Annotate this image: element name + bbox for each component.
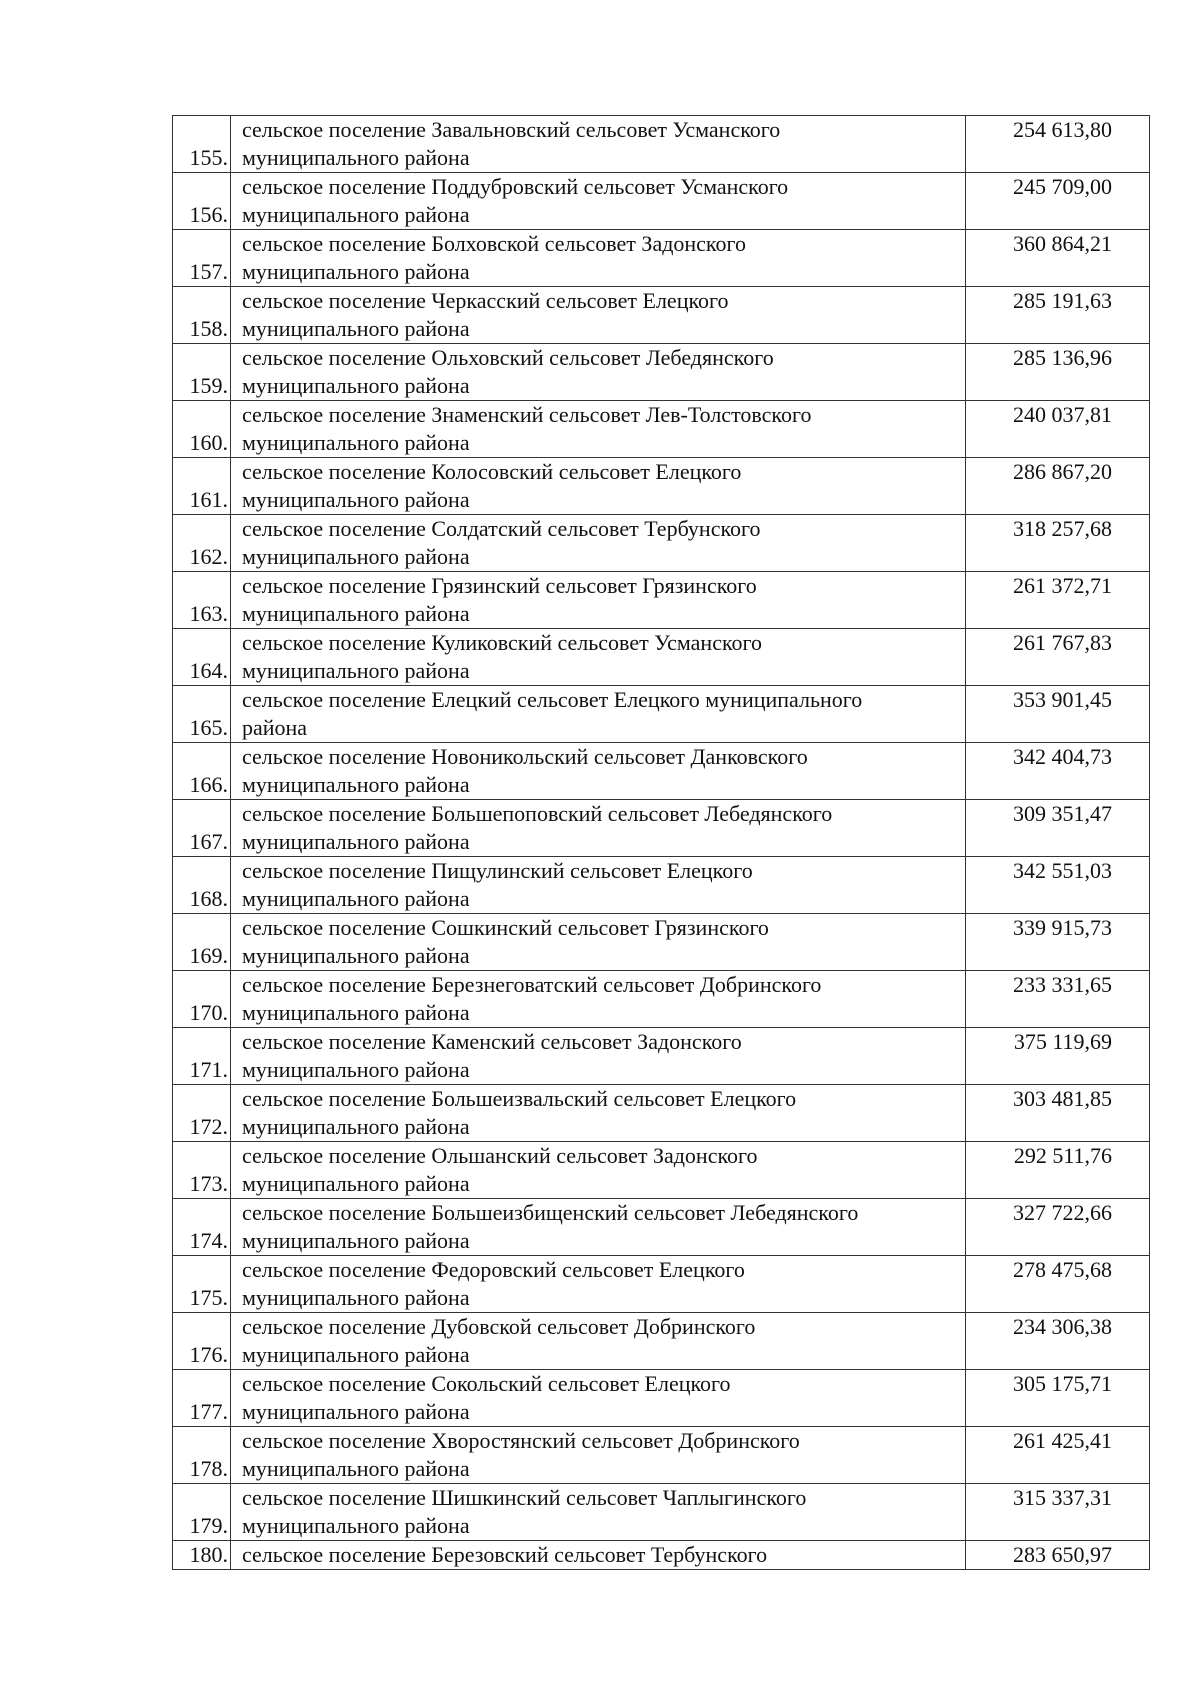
settlement-name-line-1: сельское поселение Болховской сельсовет Задонского — [242, 231, 746, 256]
settlement-name — [231, 1484, 966, 1541]
row-number: 159. — [173, 344, 231, 401]
settlement-name-line-2: муниципального района — [242, 943, 470, 968]
settlement-name-line-2: муниципального района — [242, 487, 470, 512]
settlement-name-line-2: муниципального района — [242, 772, 470, 797]
settlement-name-line-1: сельское поселение Дубовской сельсовет Добринского — [242, 1314, 756, 1339]
table-row — [173, 1541, 1150, 1570]
settlement-name — [231, 1085, 966, 1142]
table-row — [173, 1142, 1150, 1199]
settlement-name-line-1: сельское поселение Большеизбищенский сельсовет Лебедянского — [242, 1200, 859, 1225]
settlement-name — [231, 458, 966, 515]
table-row — [173, 515, 1150, 572]
table-row — [173, 1313, 1150, 1370]
settlement-name-line-2: муниципального района — [242, 658, 470, 683]
table-row — [173, 971, 1150, 1028]
settlement-name — [231, 1256, 966, 1313]
table-row — [173, 1028, 1150, 1085]
table-row — [173, 401, 1150, 458]
settlement-name-line-2: муниципального района — [242, 430, 470, 455]
settlement-name-line-1: сельское поселение Федоровский сельсовет Елецкого — [242, 1257, 745, 1282]
amount-value: 342 551,03 — [966, 857, 1150, 914]
settlement-name-line-2: муниципального района — [242, 829, 470, 854]
settlement-name-line-1: сельское поселение Хворостянский сельсовет Добринского — [242, 1428, 800, 1453]
row-number: 173. — [173, 1142, 231, 1199]
amount-value: 342 404,73 — [966, 743, 1150, 800]
table-row — [173, 629, 1150, 686]
amount-value: 261 425,41 — [966, 1427, 1150, 1484]
settlement-name-line-1: сельское поселение Березнеговатский сельсовет Добринского — [242, 972, 822, 997]
settlement-name-line-1: сельское поселение Новоникольский сельсовет Данковского — [242, 744, 808, 769]
settlement-name-line-2: муниципального района — [242, 1228, 470, 1253]
amount-value: 315 337,31 — [966, 1484, 1150, 1541]
amount-value: 261 767,83 — [966, 629, 1150, 686]
row-number: 172. — [173, 1085, 231, 1142]
settlement-name-line-2: муниципального района — [242, 316, 470, 341]
settlement-name-line-1: сельское поселение Колосовский сельсовет Елецкого — [242, 459, 742, 484]
settlement-name-line-2: муниципального района — [242, 1513, 470, 1538]
amount-value: 285 136,96 — [966, 344, 1150, 401]
settlement-name-line-2: муниципального района — [242, 1456, 470, 1481]
settlement-name-line-1: сельское поселение Знаменский сельсовет Лев-Толстовского — [242, 402, 812, 427]
amount-value: 240 037,81 — [966, 401, 1150, 458]
settlement-name — [231, 914, 966, 971]
settlement-name — [231, 1313, 966, 1370]
settlement-name-line-2: муниципального района — [242, 601, 470, 626]
amount-value: 233 331,65 — [966, 971, 1150, 1028]
settlement-name-line-2: муниципального района — [242, 886, 470, 911]
row-number: 171. — [173, 1028, 231, 1085]
settlement-name — [231, 1028, 966, 1085]
amount-value: 305 175,71 — [966, 1370, 1150, 1427]
table-row — [173, 1256, 1150, 1313]
settlement-name-line-2: муниципального района — [242, 544, 470, 569]
settlement-name-line-1: сельское поселение Куликовский сельсовет Усманского — [242, 630, 763, 655]
amount-value: 360 864,21 — [966, 230, 1150, 287]
row-number: 174. — [173, 1199, 231, 1256]
settlement-name-line-2: муниципального района — [242, 202, 470, 227]
settlement-name-line-2: района — [242, 715, 308, 740]
row-number: 156. — [173, 173, 231, 230]
amount-value: 234 306,38 — [966, 1313, 1150, 1370]
settlement-name-line-2: муниципального района — [242, 1000, 470, 1025]
table-row — [173, 287, 1150, 344]
settlement-name — [231, 1541, 966, 1570]
settlement-name — [231, 344, 966, 401]
row-number: 166. — [173, 743, 231, 800]
row-number: 158. — [173, 287, 231, 344]
settlement-name — [231, 515, 966, 572]
settlement-name-line-2: муниципального района — [242, 259, 470, 284]
row-number: 155. — [173, 116, 231, 173]
row-number: 157. — [173, 230, 231, 287]
settlement-name-line-1: сельское поселение Завальновский сельсовет Усманского — [242, 117, 781, 142]
amount-value: 254 613,80 — [966, 116, 1150, 173]
settlement-name — [231, 116, 966, 173]
row-number: 175. — [173, 1256, 231, 1313]
row-number: 168. — [173, 857, 231, 914]
settlement-name-line-1: сельское поселение Солдатский сельсовет Тербунского — [242, 516, 761, 541]
table-row — [173, 173, 1150, 230]
settlement-name-line-1: сельское поселение Большепоповский сельсовет Лебедянского — [242, 801, 833, 826]
row-number: 179. — [173, 1484, 231, 1541]
settlement-name — [231, 230, 966, 287]
table-row — [173, 344, 1150, 401]
settlement-name — [231, 173, 966, 230]
settlements-table — [172, 115, 1150, 1570]
table-row — [173, 1199, 1150, 1256]
amount-value: 318 257,68 — [966, 515, 1150, 572]
settlement-name-line-2: муниципального района — [242, 1342, 470, 1367]
amount-value: 285 191,63 — [966, 287, 1150, 344]
settlement-name-line-1: сельское поселение Черкасский сельсовет Елецкого — [242, 288, 729, 313]
table-row — [173, 572, 1150, 629]
row-number: 180. — [173, 1541, 231, 1570]
settlement-name — [231, 1142, 966, 1199]
settlement-name-line-1: сельское поселение Шишкинский сельсовет Чаплыгинского — [242, 1485, 807, 1510]
settlement-name-line-2: муниципального района — [242, 1114, 470, 1139]
settlement-name-line-1: сельское поселение Елецкий сельсовет Елецкого муниципального — [242, 687, 863, 712]
amount-value: 286 867,20 — [966, 458, 1150, 515]
row-number: 178. — [173, 1427, 231, 1484]
row-number: 165. — [173, 686, 231, 743]
settlement-name — [231, 287, 966, 344]
settlement-name — [231, 629, 966, 686]
table-row — [173, 800, 1150, 857]
row-number: 163. — [173, 572, 231, 629]
settlement-name-line-1: сельское поселение Березовский сельсовет Тербунского — [242, 1542, 768, 1567]
row-number: 164. — [173, 629, 231, 686]
settlement-name-line-1: сельское поселение Пищулинский сельсовет Елецкого — [242, 858, 753, 883]
row-number: 162. — [173, 515, 231, 572]
amount-value: 339 915,73 — [966, 914, 1150, 971]
table-row — [173, 857, 1150, 914]
amount-value: 292 511,76 — [966, 1142, 1150, 1199]
table-row — [173, 1085, 1150, 1142]
table-row — [173, 116, 1150, 173]
table-row — [173, 230, 1150, 287]
amount-value: 375 119,69 — [966, 1028, 1150, 1085]
settlement-name — [231, 1199, 966, 1256]
table-row — [173, 743, 1150, 800]
settlement-name — [231, 401, 966, 458]
table-row — [173, 1484, 1150, 1541]
settlement-name-line-1: сельское поселение Поддубровский сельсовет Усманского — [242, 174, 789, 199]
row-number: 169. — [173, 914, 231, 971]
amount-value: 261 372,71 — [966, 572, 1150, 629]
table-row — [173, 1370, 1150, 1427]
settlement-name — [231, 1427, 966, 1484]
table-row — [173, 458, 1150, 515]
settlement-name-line-1: сельское поселение Грязинский сельсовет Грязинского — [242, 573, 757, 598]
settlement-name-line-2: муниципального района — [242, 1171, 470, 1196]
settlement-name-line-2: муниципального района — [242, 1285, 470, 1310]
table-row — [173, 1427, 1150, 1484]
settlement-name — [231, 743, 966, 800]
settlement-name — [231, 572, 966, 629]
amount-value: 309 351,47 — [966, 800, 1150, 857]
row-number: 170. — [173, 971, 231, 1028]
table-row — [173, 914, 1150, 971]
row-number: 167. — [173, 800, 231, 857]
settlement-name-line-1: сельское поселение Каменский сельсовет Задонского — [242, 1029, 742, 1054]
row-number: 161. — [173, 458, 231, 515]
amount-value: 303 481,85 — [966, 1085, 1150, 1142]
row-number: 176. — [173, 1313, 231, 1370]
settlement-name-line-2: муниципального района — [242, 1057, 470, 1082]
settlement-name-line-2: муниципального района — [242, 1399, 470, 1424]
amount-value: 283 650,97 — [966, 1541, 1150, 1570]
settlement-name-line-2: муниципального района — [242, 373, 470, 398]
table-row — [173, 686, 1150, 743]
settlement-name-line-1: сельское поселение Большеизвальский сельсовет Елецкого — [242, 1086, 797, 1111]
row-number: 160. — [173, 401, 231, 458]
settlement-name-line-1: сельское поселение Сокольский сельсовет Елецкого — [242, 1371, 731, 1396]
table-body — [173, 116, 1150, 1570]
settlement-name — [231, 686, 966, 743]
settlement-name — [231, 971, 966, 1028]
amount-value: 245 709,00 — [966, 173, 1150, 230]
row-number: 177. — [173, 1370, 231, 1427]
amount-value: 353 901,45 — [966, 686, 1150, 743]
amount-value: 327 722,66 — [966, 1199, 1150, 1256]
settlement-name-line-1: сельское поселение Ольшанский сельсовет Задонского — [242, 1143, 758, 1168]
settlement-name-line-1: сельское поселение Сошкинский сельсовет Грязинского — [242, 915, 769, 940]
settlement-name-line-2: муниципального района — [242, 145, 470, 170]
amount-value: 278 475,68 — [966, 1256, 1150, 1313]
settlement-name — [231, 800, 966, 857]
settlement-name — [231, 857, 966, 914]
settlement-name-line-1: сельское поселение Ольховский сельсовет Лебедянского — [242, 345, 774, 370]
settlement-name — [231, 1370, 966, 1427]
